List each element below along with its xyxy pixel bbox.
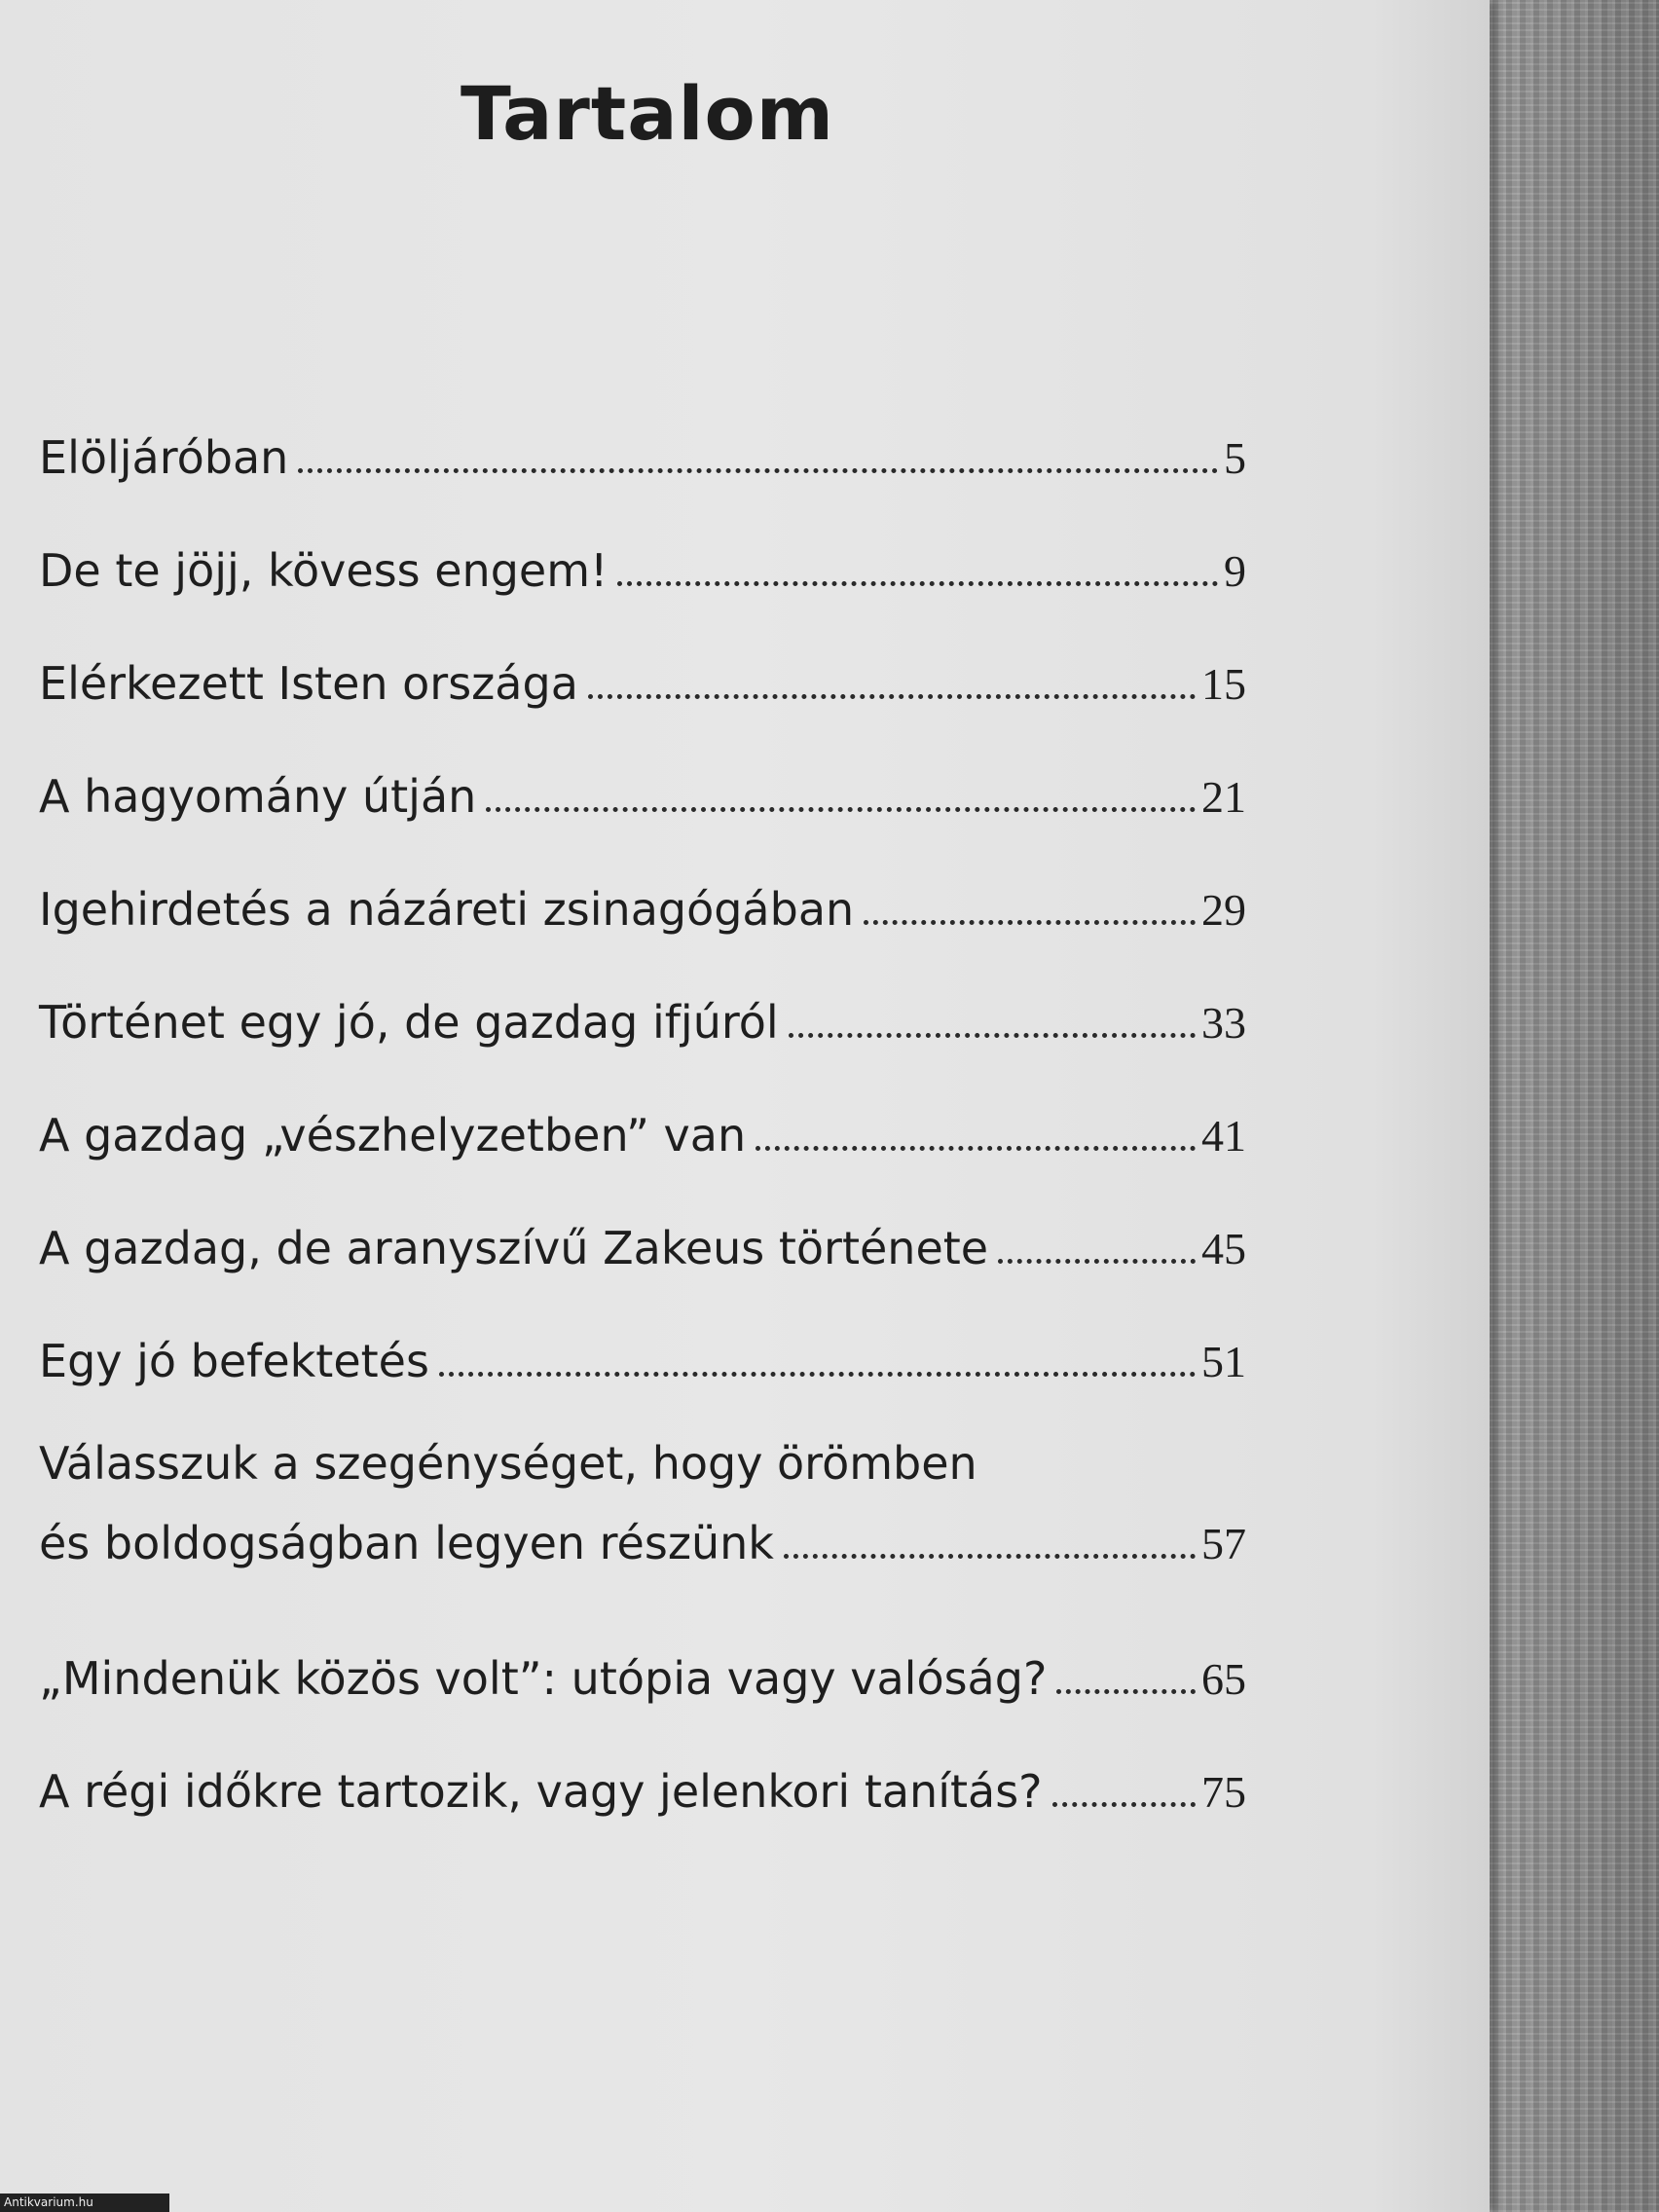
toc-entry-title: Elöljáróban (39, 431, 289, 484)
toc-entry-page: 33 (1201, 998, 1246, 1048)
dot-leader (998, 1259, 1196, 1264)
toc-entry (39, 1762, 1246, 1822)
toc-entry (39, 880, 1246, 940)
toc-entry-page: 57 (1201, 1519, 1246, 1568)
toc-entry (39, 654, 1246, 714)
toc-entry-page: 75 (1201, 1767, 1246, 1817)
toc-entry-title: A régi időkre tartozik, vagy jelenkori tanítás? (39, 1765, 1043, 1818)
toc-entry-title: „Mindenük közös volt”: utópia vagy valóság? (39, 1652, 1048, 1705)
toc-entry-page: 21 (1201, 772, 1246, 822)
dot-leader (756, 1146, 1196, 1151)
dot-leader (784, 1554, 1196, 1559)
toc-entry-title: Elérkezett Isten országa (39, 657, 578, 710)
toc-entry-page: 51 (1201, 1337, 1246, 1386)
dot-leader (1052, 1802, 1196, 1807)
dot-leader (439, 1372, 1196, 1377)
toc-entry-page: 15 (1201, 659, 1246, 709)
toc-entry (39, 1649, 1246, 1709)
dot-leader (1056, 1689, 1196, 1694)
toc-entry (39, 993, 1246, 1052)
dot-leader (298, 468, 1218, 473)
toc-entry-title: De te jöjj, kövess engem! (39, 544, 608, 597)
dot-leader (588, 694, 1196, 699)
toc-entry (39, 541, 1246, 601)
dot-leader (486, 807, 1196, 812)
toc-entry-title: A gazdag, de aranyszívű Zakeus története (39, 1222, 989, 1274)
toc-entry-title: Történet egy jó, de gazdag ifjúról (39, 996, 779, 1049)
toc-entry (39, 1332, 1246, 1391)
dot-leader (617, 581, 1218, 586)
toc-entry-page: 5 (1224, 433, 1246, 483)
watermark: Antikvarium.hu (0, 2194, 169, 2212)
toc-entry-title: Igehirdetés a názáreti zsinagógában (39, 883, 855, 936)
toc-entry (39, 428, 1246, 488)
dot-leader (864, 920, 1196, 925)
toc-entry-title-continued: és boldogságban legyen részünk (39, 1517, 774, 1569)
toc-entry-title: Egy jó befektetés (39, 1335, 429, 1387)
toc-entry-page: 65 (1201, 1654, 1246, 1704)
page-title: Tartalom (461, 70, 834, 157)
toc-entry-line (39, 1503, 1246, 1584)
toc-entry-line (39, 1423, 1246, 1503)
dot-leader (789, 1033, 1196, 1038)
toc-entry-title: A hagyomány útján (39, 770, 477, 823)
background-surface (1490, 0, 1659, 2212)
toc-entry (39, 1219, 1246, 1278)
toc-entry-page: 41 (1201, 1111, 1246, 1161)
toc-entry-page: 29 (1201, 885, 1246, 935)
toc-entry (39, 1423, 1246, 1584)
toc-entry (39, 1106, 1246, 1165)
toc-entry-page: 45 (1201, 1224, 1246, 1273)
toc-entry-page: 9 (1224, 546, 1246, 596)
toc-entry-title: A gazdag „vészhelyzetben” van (39, 1109, 747, 1161)
toc-entry (39, 767, 1246, 827)
toc-entry-title: Válasszuk a szegénységet, hogy örömben (39, 1437, 977, 1490)
